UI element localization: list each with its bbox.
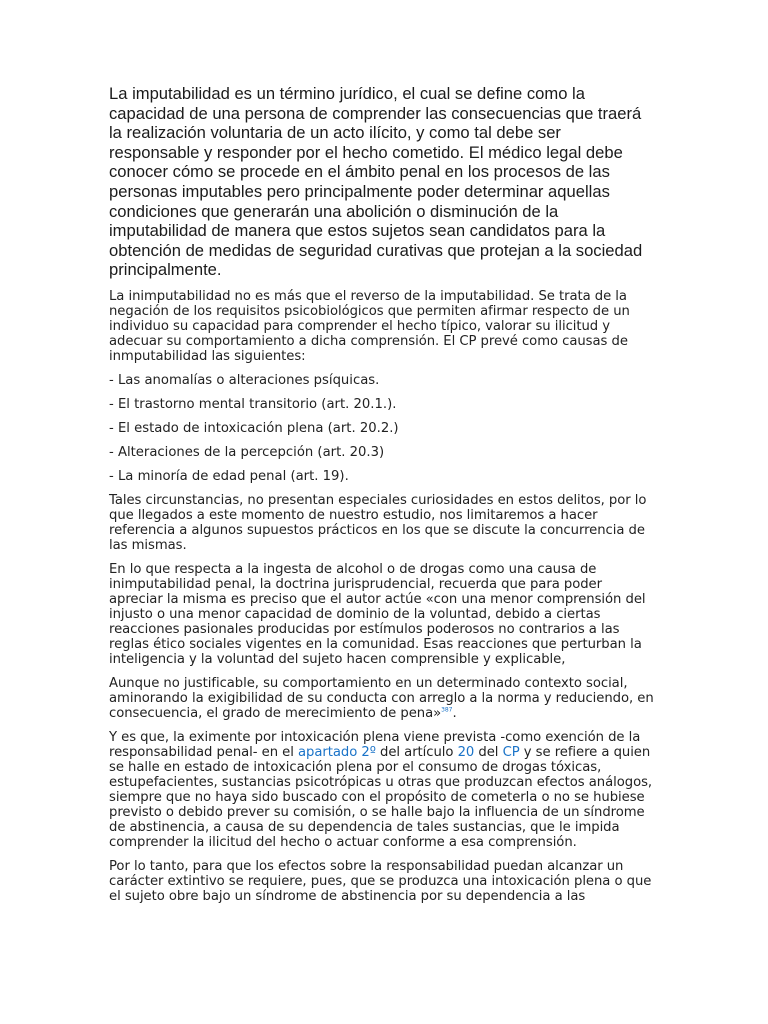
- paragraph-circunstancias: Tales circunstancias, no presentan especiales curiosidades en estos delitos, por lo que llegados a este momento de nuestro estudio, nos limitaremos a hacer referencia a algunos supuestos prácticos en los que se discute la concurrencia de las mismas.: [109, 492, 647, 553]
- paragraph-efectos: Por lo tanto, para que los efectos sobre la responsabilidad puedan alcanzar un carácter extintivo se requiere, pues, que se produzca una intoxicación plena o que el sujeto obre bajo un síndrome de abstinencia por su dependencia a las: [109, 858, 652, 904]
- list-item: - Las anomalías o alteraciones psíquicas.: [109, 372, 380, 388]
- intro-paragraph: La imputabilidad es un término jurídico, el cual se define como la capacidad de una persona de comprender las consecuencias que traerá la realización voluntaria de un acto ilícito, y como tal debe ser responsable y responder por el hecho cometido. El médico legal debe conocer cómo se procede en el ámbito penal en los procesos de las personas imputables pero principalmente poder determinar aquellas condiciones que generarán una abolición o disminución de la imputabilidad de manera que estos sujetos sean candidatos para la obtención de medidas de seguridad curativas que protejan a la sociedad principalmente.: [109, 84, 643, 280]
- cp-link[interactable]: CP: [502, 744, 520, 760]
- list-item: - La minoría de edad penal (art. 19).: [109, 468, 349, 484]
- articulo-link[interactable]: 20: [457, 744, 475, 760]
- paragraph-ingesta: En lo que respecta a la ingesta de alcohol o de drogas como una causa de inimputabilidad penal, la doctrina jurisprudencial, recuerda que para poder apreciar la misma es preciso que el autor actúe «con una menor comprensión del injusto o una menor capacidad de dominio de la voluntad, debido a ciertas reacciones pasionales producidas por estímulos poderosos no contrarios a las reglas ético sociales vigentes en la comunidad. Esas reacciones que perturban la inteligencia y la voluntad del sujeto hacen comprensible y explicable,: [109, 561, 646, 667]
- paragraph-text: Aunque no justificable, su comportamiento en un determinado contexto social, aminorando la exigibilidad de su conducta con arreglo a la norma y reduciendo, en consecuencia, el grado de merecimiento de pena»: [109, 675, 654, 721]
- paragraph-end: .: [452, 705, 457, 721]
- paragraph-text: Y es que, la eximente por intoxicación plena viene prevista -como exención de la responsabilidad penal- en el: [109, 729, 641, 760]
- document-page: [109, 84, 654, 913]
- paragraph-eximente: [109, 730, 654, 850]
- paragraph-comportamiento: [109, 676, 654, 721]
- causes-list: [109, 373, 654, 484]
- paragraph-text: y se refiere a quien se halle en estado de intoxicación plena por el consumo de drogas tóxicas, estupefacientes, sustancias psicotrópicas u otras que produzcan efectos análogos, siempre que no haya sido buscado con el propósito de cometerla o no se hubiese previsto o debido prever su comisión, o se halle bajo la influencia de un síndrome de abstinencia, a causa de su dependencia de tales sustancias, que le impida comprender la ilicitud del hecho o actuar conforme a esa comprensión.: [109, 744, 653, 850]
- paragraph-inimputabilidad: La inimputabilidad no es más que el reverso de la imputabilidad. Se trata de la negación de los requisitos psicobiológicos que permiten afirmar respecto de un individuo su capacidad para comprender el hecho típico, valorar su ilicitud y adecuar su comportamiento a dicha comprensión. El CP prevé como causas de inmputabilidad las siguientes:: [109, 288, 630, 364]
- footnote-ref-link[interactable]: 387: [441, 706, 453, 714]
- list-item: - El estado de intoxicación plena (art. 20.2.): [109, 420, 399, 436]
- paragraph-text: del: [474, 744, 503, 760]
- paragraph-text: del artículo: [375, 744, 458, 760]
- list-item: - Alteraciones de la percepción (art. 20.3): [109, 444, 385, 460]
- apartado-link[interactable]: apartado 2º: [297, 744, 376, 760]
- list-item: - El trastorno mental transitorio (art. 20.1.).: [109, 396, 397, 412]
